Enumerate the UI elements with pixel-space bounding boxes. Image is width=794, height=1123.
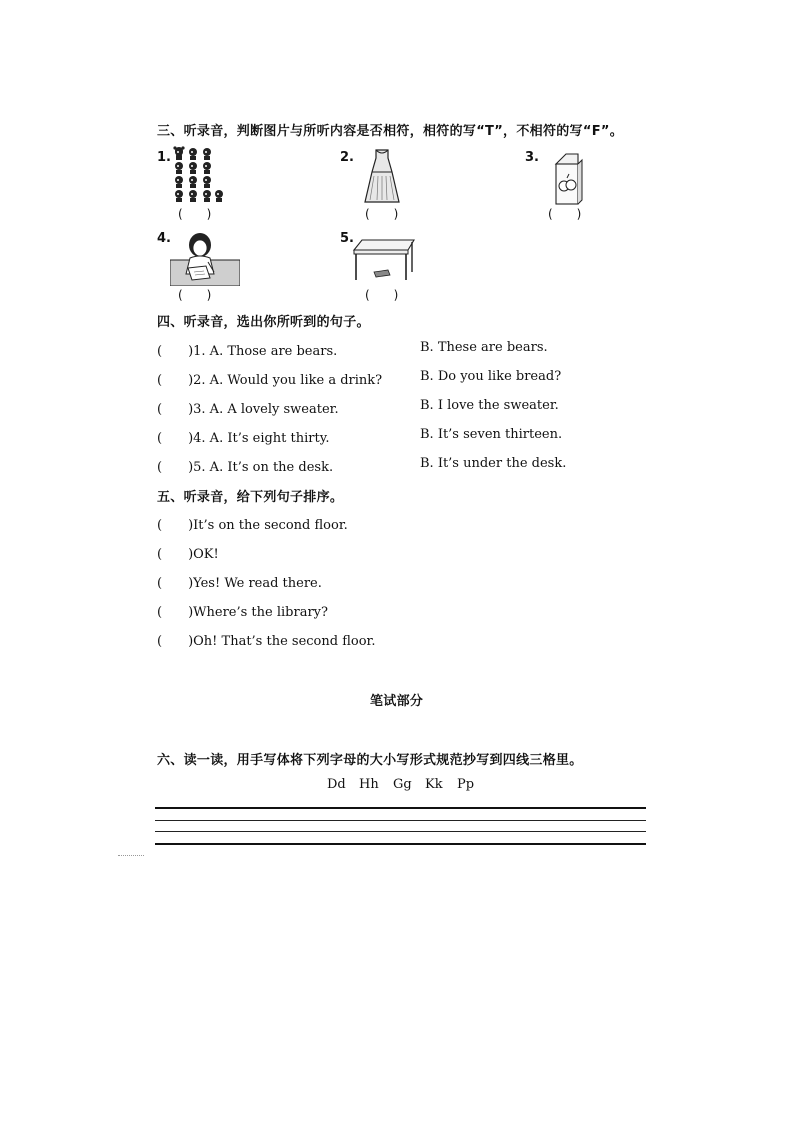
section3-title: 三、听录音，判断图片与所听内容是否相符，相符的写“T”，不相符的写“F”。 <box>157 124 624 139</box>
girl-writing-icon <box>170 232 240 286</box>
q3-option-a[interactable]: ( )3. A. A lovely sweater. <box>157 402 339 417</box>
dress-icon <box>360 148 404 206</box>
q4-option-b[interactable]: B. It’s seven thirteen. <box>420 427 563 442</box>
order-sentence-4[interactable]: ( )Where’s the library? <box>157 605 328 620</box>
desk-book-icon <box>352 238 416 284</box>
item3-number: 3. <box>525 150 539 165</box>
item1-answer-paren[interactable]: ( ) <box>178 207 212 221</box>
item4-answer-paren[interactable]: ( ) <box>178 288 212 302</box>
q2-option-b[interactable]: B. Do you like bread? <box>420 369 562 384</box>
item4-number: 4. <box>157 231 171 246</box>
written-part-title: 笔试部分 <box>370 694 424 709</box>
letter-gg: Gg <box>393 777 412 792</box>
item2-answer-paren[interactable]: ( ) <box>365 207 399 221</box>
q5-option-b[interactable]: B. It’s under the desk. <box>420 456 567 471</box>
q1-option-a[interactable]: ( )1. A. Those are bears. <box>157 344 338 359</box>
order-sentence-2[interactable]: ( )OK! <box>157 547 219 562</box>
letter-pp: Pp <box>457 777 475 792</box>
grid-line-3 <box>155 831 646 832</box>
pandas-icon <box>172 146 224 206</box>
order-sentence-5[interactable]: ( )Oh! That’s the second floor. <box>157 634 376 649</box>
grid-line-4 <box>155 843 646 845</box>
section4-title: 四、听录音，选出你所听到的句子。 <box>157 315 370 330</box>
grid-line-2 <box>155 820 646 821</box>
letter-kk: Kk <box>425 777 443 792</box>
scan-mark <box>118 855 144 856</box>
q1-option-b[interactable]: B. These are bears. <box>420 340 548 355</box>
order-sentence-3[interactable]: ( )Yes! We read there. <box>157 576 322 591</box>
item2-number: 2. <box>340 150 354 165</box>
item3-answer-paren[interactable]: ( ) <box>548 207 582 221</box>
item5-number: 5. <box>340 231 354 246</box>
grid-line-1 <box>155 807 646 809</box>
section6-title: 六、读一读，用手写体将下列字母的大小写形式规范抄写到四线三格里。 <box>157 753 583 768</box>
q5-option-a[interactable]: ( )5. A. It’s on the desk. <box>157 460 334 475</box>
q4-option-a[interactable]: ( )4. A. It’s eight thirty. <box>157 431 330 446</box>
letter-dd: Dd <box>327 777 346 792</box>
item1-number: 1. <box>157 150 171 165</box>
order-sentence-1[interactable]: ( )It’s on the second floor. <box>157 518 348 533</box>
letter-hh: Hh <box>359 777 379 792</box>
section5-title: 五、听录音，给下列句子排序。 <box>157 490 344 505</box>
q2-option-a[interactable]: ( )2. A. Would you like a drink? <box>157 373 383 388</box>
juice-carton-icon <box>550 152 584 206</box>
q3-option-b[interactable]: B. I love the sweater. <box>420 398 559 413</box>
item5-answer-paren[interactable]: ( ) <box>365 288 399 302</box>
